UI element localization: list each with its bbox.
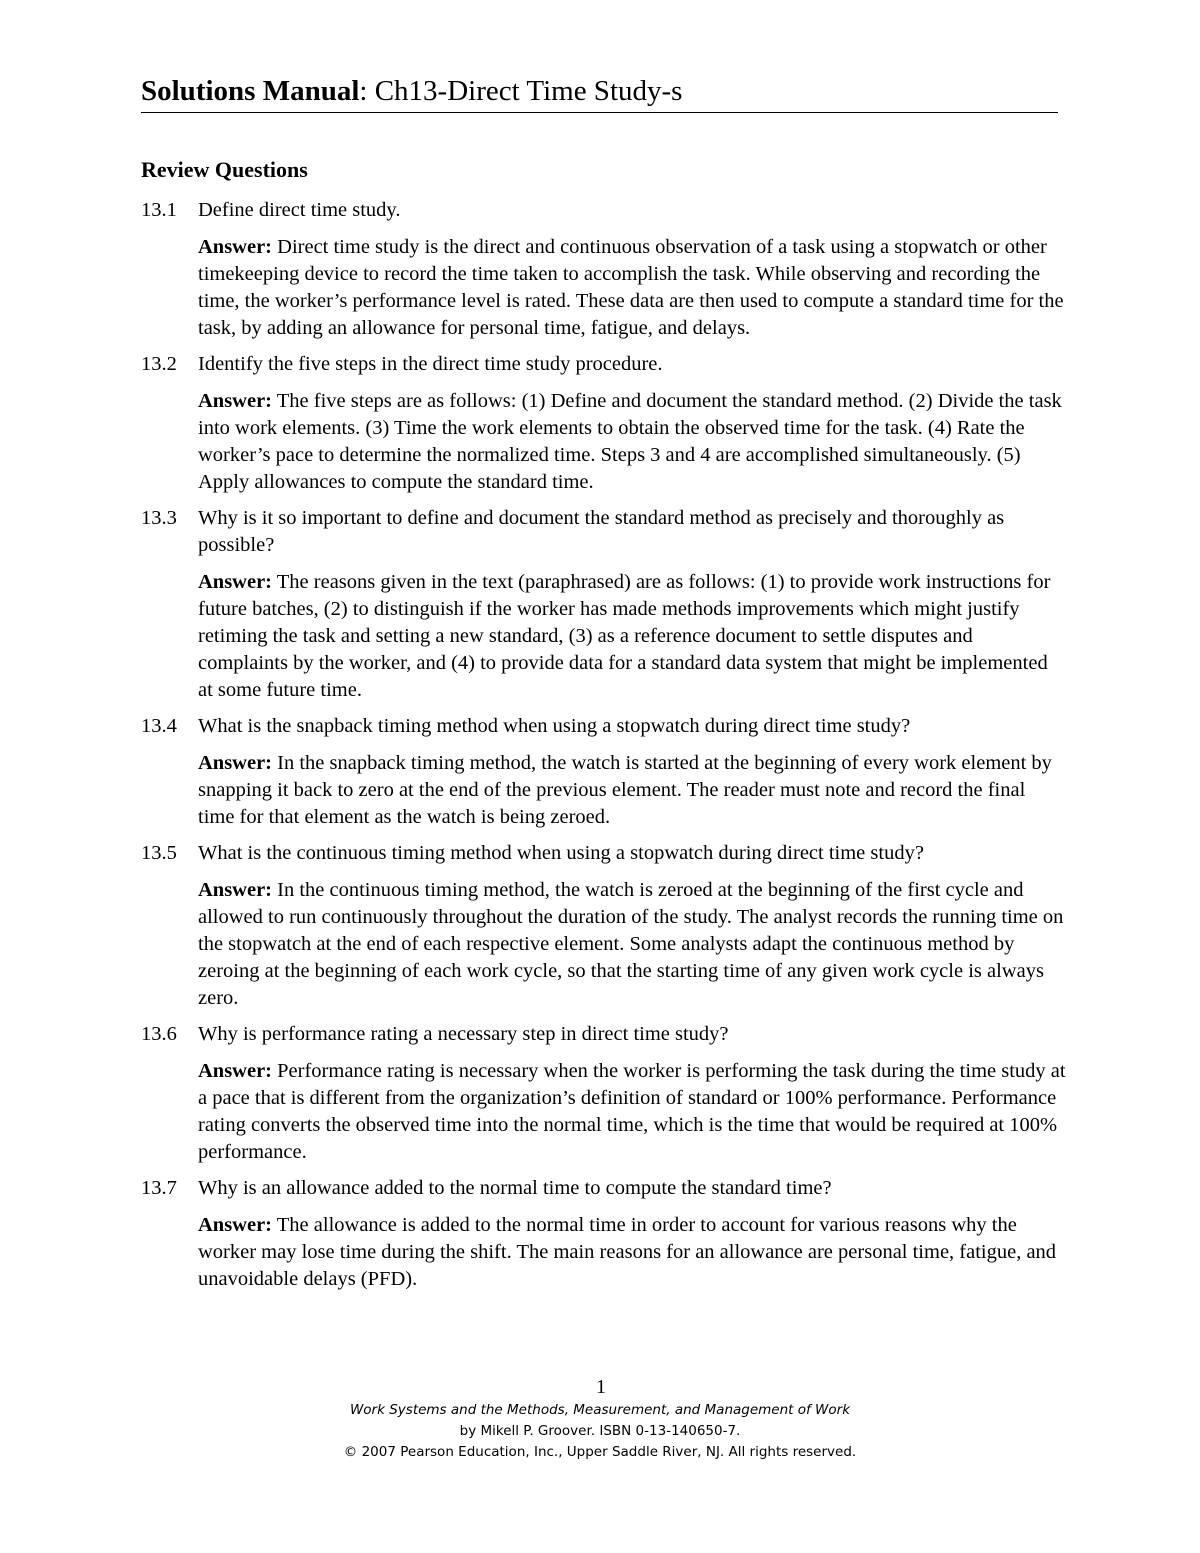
footer-copyright: © 2007 Pearson Education, Inc., Upper Saddle River, NJ. All rights reserved.: [343, 1444, 857, 1460]
answer-text: The reasons given in the text (paraphrased) are as follows: (1) to provide work instructions for future batches, (2) to distinguish if the worker has made methods improvements which might justify retiming the task and setting a new standard, (3) as a reference document to settle disputes and complaints by the worker, and (4) to provide data for a standard data system that might be implemented at some future time.: [198, 571, 1051, 701]
question-row: [141, 505, 1066, 559]
question-number: 13.6: [141, 1023, 177, 1045]
question-number: 13.1: [141, 199, 177, 221]
header-title-rest: : Ch13-Direct Time Study-s: [359, 75, 683, 107]
question-text: What is the snapback timing method when using a stopwatch during direct time study?: [198, 715, 911, 737]
question-number: 13.7: [141, 1177, 177, 1199]
qa-item: [141, 840, 1066, 1012]
question-row: [141, 840, 1066, 867]
footer-book-title: Work Systems and the Methods, Measurement, and Management of Work: [349, 1402, 851, 1418]
answer-text: The five steps are as follows: (1) Define and document the standard method. (2) Divide the task into work elements. (3) Time the work elements to obtain the observed time for the task. (4) Rate the worker’s pace to determine the normalized time. Steps 3 and 4 are accomplished simultaneously. (5) Apply allowances to compute the standard time.: [198, 390, 1062, 493]
answer-label: Answer:: [198, 752, 273, 774]
question-row: [141, 351, 1066, 378]
answer-label: Answer:: [198, 879, 273, 901]
question-text: Identify the five steps in the direct time study procedure.: [198, 353, 663, 375]
qa-list: [141, 197, 1066, 1302]
answer-text: In the continuous timing method, the watch is zeroed at the beginning of the first cycle and allowed to run continuously throughout the duration of the study. The analyst records the running time on the stopwatch at the end of each respective element. Some analysts adapt the continuous method by zeroing at the beginning of each work cycle, so that the starting time of any given work cycle is always zero.: [198, 879, 1064, 1009]
question-text: Define direct time study.: [198, 199, 401, 221]
question-row: [141, 713, 1066, 740]
page-footer: [0, 1374, 1200, 1463]
qa-item: [141, 505, 1066, 704]
page-header: [141, 74, 1058, 113]
qa-item: [141, 197, 1066, 342]
question-number: 13.3: [141, 507, 177, 529]
answer-text: The allowance is added to the normal time in order to account for various reasons why the worker may lose time during the shift. The main reasons for an allowance are personal time, fatigue, and unavoidable delays (PFD).: [198, 1214, 1057, 1290]
answer-label: Answer:: [198, 236, 273, 258]
question-number: 13.5: [141, 842, 177, 864]
qa-item: [141, 351, 1066, 496]
answer-label: Answer:: [198, 571, 273, 593]
answer-paragraph: [198, 388, 1066, 496]
section-title: Review Questions: [141, 157, 308, 182]
question-row: [141, 1021, 1066, 1048]
header-title-bold: Solutions Manual: [141, 75, 360, 107]
answer-paragraph: [198, 877, 1066, 1012]
question-text: Why is performance rating a necessary step in direct time study?: [198, 1023, 729, 1045]
answer-paragraph: [198, 234, 1066, 342]
answer-paragraph: [198, 569, 1066, 704]
answer-paragraph: [198, 750, 1066, 831]
qa-item: [141, 1175, 1066, 1293]
question-number: 13.2: [141, 353, 177, 375]
qa-item: [141, 1021, 1066, 1166]
footer-author-line: by Mikell P. Groover. ISBN 0-13-140650-7.: [459, 1423, 741, 1439]
answer-label: Answer:: [198, 1214, 273, 1236]
answer-text: Direct time study is the direct and continuous observation of a task using a stopwatch or other timekeeping device to record the time taken to accomplish the task. While observing and recording the time, the worker’s performance level is rated. These data are then used to compute a standard time for the task, by adding an allowance for personal time, fatigue, and delays.: [198, 236, 1064, 339]
answer-label: Answer:: [198, 1060, 273, 1082]
question-text: What is the continuous timing method when using a stopwatch during direct time study?: [198, 842, 924, 864]
question-row: [141, 1175, 1066, 1202]
answer-paragraph: [198, 1058, 1066, 1166]
qa-item: [141, 713, 1066, 831]
answer-text: In the snapback timing method, the watch is started at the beginning of every work element by snapping it back to zero at the end of the previous element. The reader must note and record the final time for that element as the watch is being zeroed.: [198, 752, 1052, 828]
answer-text: Performance rating is necessary when the worker is performing the task during the time study at a pace that is different from the organization’s definition of standard or 100% performance. Performance rating converts the observed time into the normal time, which is the time that would be required at 100% performance.: [198, 1060, 1066, 1163]
question-number: 13.4: [141, 715, 177, 737]
question-text: Why is an allowance added to the normal time to compute the standard time?: [198, 1177, 832, 1199]
answer-paragraph: [198, 1212, 1066, 1293]
question-row: [141, 197, 1066, 224]
question-text: Why is it so important to define and document the standard method as precisely and thoroughly as possible?: [198, 507, 1005, 556]
answer-label: Answer:: [198, 390, 273, 412]
page-number: 1: [596, 1376, 606, 1398]
